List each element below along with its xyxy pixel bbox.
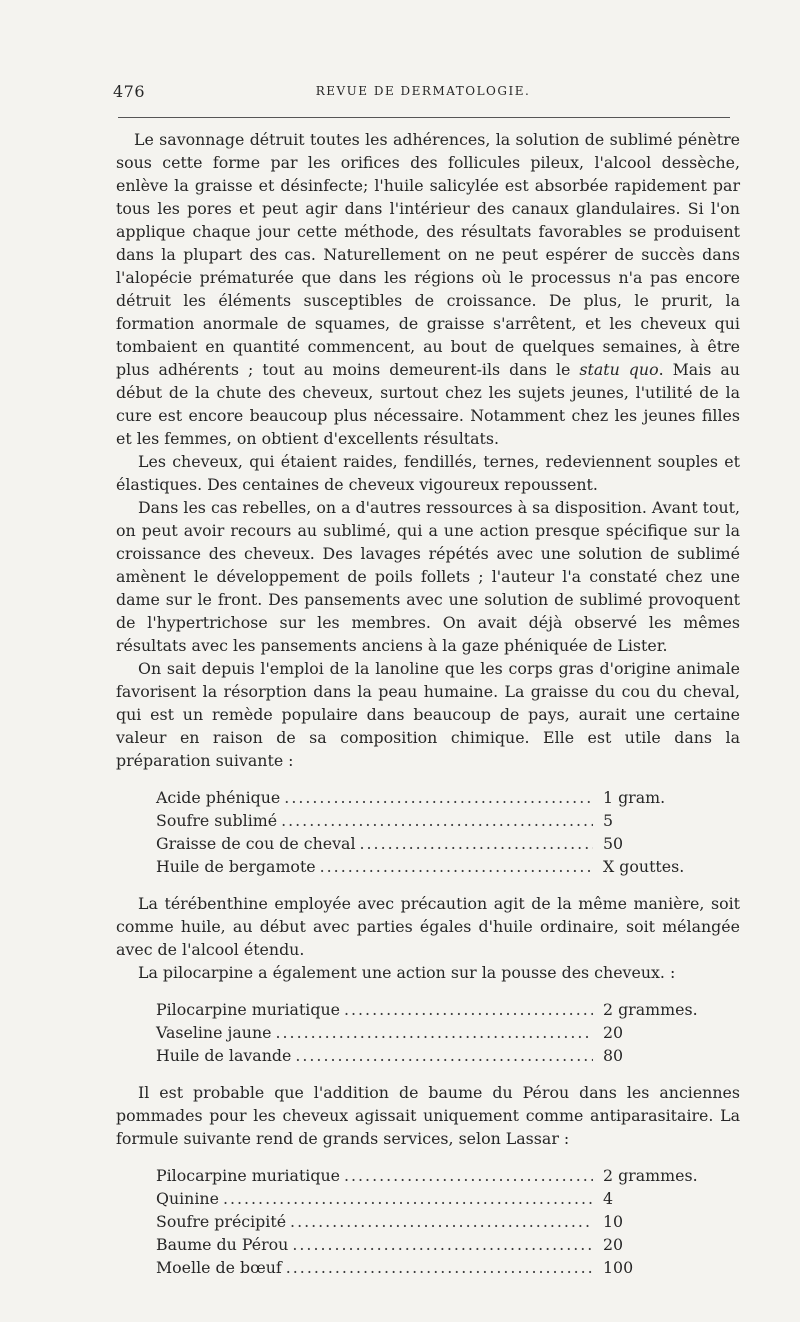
dot-leader — [344, 1164, 593, 1187]
ingredient-quantity: 2 grammes. — [603, 1000, 698, 1019]
recipe-row — [156, 1256, 718, 1279]
ingredient-name: Acide phénique — [156, 788, 281, 807]
paragraph-pilocarpine: La pilocarpine a également une action sur la pousse des cheveux. : — [138, 963, 676, 982]
ingredient-name: Huile de lavande — [156, 1046, 292, 1065]
paragraph-cas-rebelles: Dans les cas rebelles, on a d'autres ressources à sa disposition. Avant tout, on peut avoir recours au sublimé, qui a une action presque spécifique sur la croissance des cheveux. Des lavages répétés avec une solution de sublimé amènent le développement de poils follets ; l'auteur l'a constaté chez une dame sur le front. Des pansements avec une solution de sublimé provoquent de l'hypertrichose sur les membres. On avait déjà observé les mêmes résultats avec les pansements anciens à la gaze phéniquée de Lister. — [116, 498, 740, 655]
ingredient-quantity: 100 — [603, 1258, 634, 1277]
recipe-row — [156, 998, 718, 1021]
ingredient-name: Moelle de bœuf — [156, 1258, 282, 1277]
recipe-row — [156, 1233, 718, 1256]
ingredient-quantity: 10 — [603, 1212, 624, 1231]
recipe-row — [156, 1021, 718, 1044]
header-rule — [118, 117, 730, 118]
recipe-list — [156, 998, 718, 1067]
paragraph-baume-perou: Il est probable que l'addition de baume du Pérou dans les anciennes pommades pour les cheveux agissait uniquement comme antiparasitaire. La formule suivante rend de grands services, selon Lassar : — [116, 1083, 740, 1148]
recipe-row — [156, 855, 718, 878]
running-title: REVUE DE DERMATOLOGIE. — [315, 84, 531, 98]
paragraph-savonnage — [116, 128, 740, 450]
ingredient-quantity: 2 grammes. — [603, 1166, 698, 1185]
ingredient-name: Pilocarpine muriatique — [156, 1166, 340, 1185]
body-text — [116, 128, 740, 1293]
ingredient-name: Pilocarpine muriatique — [156, 1000, 340, 1019]
page-header — [113, 82, 733, 106]
recipe-row — [156, 786, 718, 809]
ingredient-quantity: 4 — [603, 1189, 614, 1208]
recipe-row — [156, 1187, 718, 1210]
recipe-list — [156, 786, 718, 878]
dot-leader — [320, 855, 593, 878]
dot-leader — [223, 1187, 593, 1210]
dot-leader — [284, 786, 593, 809]
page-number: 476 — [113, 82, 146, 101]
ingredient-quantity: 5 — [603, 811, 614, 830]
ingredient-quantity: 50 — [603, 834, 624, 853]
dot-leader — [286, 1256, 593, 1279]
paragraph-cheveux: Les cheveux, qui étaient raides, fendillés, ternes, redeviennent souples et élastiques. Des centaines de cheveux vigoureux repoussent. — [116, 452, 740, 494]
ingredient-quantity: X gouttes. — [603, 857, 685, 876]
ingredient-quantity: 80 — [603, 1046, 624, 1065]
recipe-row — [156, 832, 718, 855]
ingredient-quantity: 20 — [603, 1023, 624, 1042]
ingredient-name: Baume du Pérou — [156, 1235, 289, 1254]
ingredient-quantity: 1 gram. — [603, 788, 666, 807]
ingredient-quantity: 20 — [603, 1235, 624, 1254]
dot-leader — [292, 1233, 593, 1256]
ingredient-name: Soufre précipité — [156, 1212, 287, 1231]
dot-leader — [276, 1021, 594, 1044]
paragraph-text: . Mais au début de la chute des cheveux, surtout chez les sujets jeunes, l'utilité de la cure est encore beaucoup plus nécessaire. Notamment chez les jeunes filles et les femmes, on obtient d'excellents résultats. — [116, 360, 740, 448]
dot-leader — [290, 1210, 593, 1233]
dot-leader — [295, 1044, 593, 1067]
recipe-list — [156, 1164, 718, 1279]
italic-phrase: statu quo — [579, 360, 659, 379]
recipe-row — [156, 1044, 718, 1067]
recipe-row — [156, 809, 718, 832]
paragraph-lanoline: On sait depuis l'emploi de la lanoline que les corps gras d'origine animale favorisent la résorption dans la peau humaine. La graisse du cou du cheval, qui est un remède populaire dans beaucoup de pays, aurait une certaine valeur en raison de sa composition chimique. Elle est utile dans la préparation suivante : — [116, 659, 740, 770]
ingredient-name: Graisse de cou de cheval — [156, 834, 356, 853]
dot-leader — [360, 832, 593, 855]
paragraph-text: Le savonnage détruit toutes les adhérences, la solution de sublimé pénètre sous cette forme par les orifices des follicules pileux, l'alcool dessèche, enlève la graisse et désinfecte; l'huile salicylée est absorbée rapidement par tous les pores et peut agir dans l'intérieur des canaux glandulaires. Si l'on applique chaque jour cette méthode, des résultats favorables se produisent dans la plupart des cas. Naturellement on ne peut espérer de succès dans l'alopécie prématurée que dans les régions où le processus n'a pas encore détruit les éléments susceptibles de croissance. De plus, le prurit, la formation anormale de squames, de graisse s'arrêtent, et les cheveux qui tombaient en quantité commencent, au bout de quelques semaines, à être plus adhérents ; tout au moins demeurent-ils dans le — [116, 130, 740, 379]
dot-leader — [281, 809, 593, 832]
recipe-row — [156, 1210, 718, 1233]
ingredient-name: Quinine — [156, 1189, 219, 1208]
recipe-row — [156, 1164, 718, 1187]
ingredient-name: Huile de bergamote — [156, 857, 316, 876]
ingredient-name: Vaseline jaune — [156, 1023, 272, 1042]
paragraph-terebenthine: La térébenthine employée avec précaution agit de la même manière, soit comme huile, au début avec parties égales d'huile ordinaire, soit mélangée avec de l'alcool étendu. — [116, 894, 740, 959]
ingredient-name: Soufre sublimé — [156, 811, 278, 830]
dot-leader — [344, 998, 593, 1021]
